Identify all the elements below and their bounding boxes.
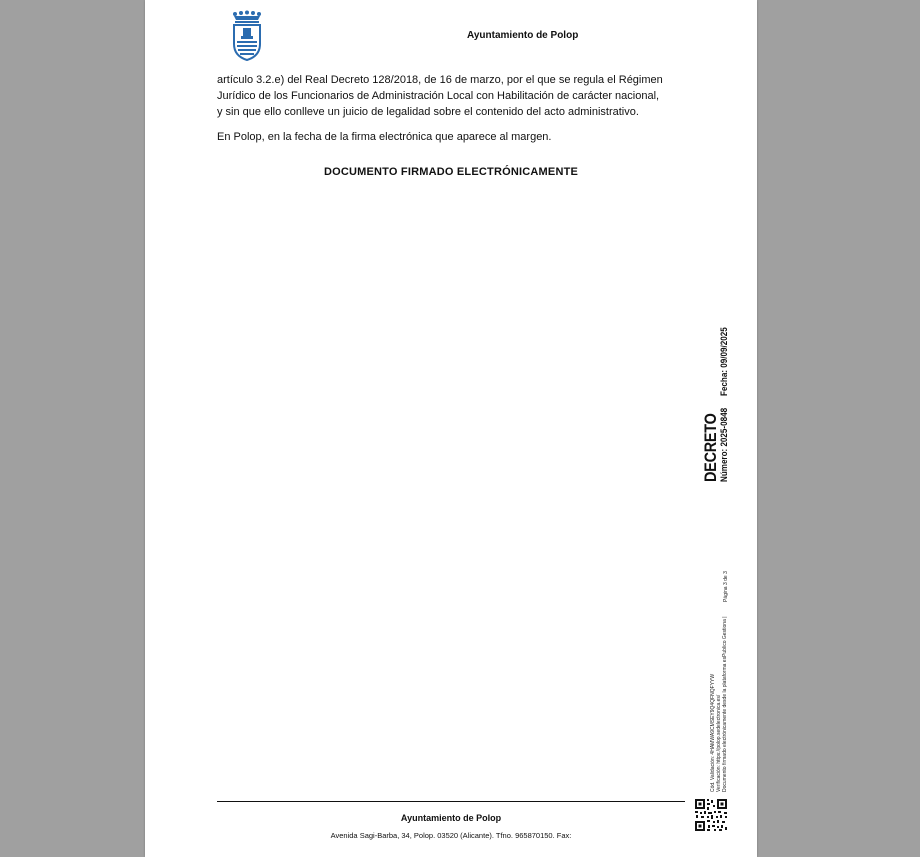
footer-org-name: Ayuntamiento de Polop (400, 813, 502, 823)
body-line: artículo 3.2.e) del Real Decreto 128/2018, de 16 de marzo, por el que se regula el Régimen (217, 74, 663, 86)
verification-url[interactable]: Verificación: https://polop.sedelectronica.es/ (716, 694, 722, 792)
doc-number-date (719, 327, 730, 482)
place-date-text: En Polop, en la fecha de la firma electrónica que aparece al margen. (217, 131, 552, 143)
validation-code: Cód. Validación: 4HAMWA9CMSEY9Q4QFNQFYYW (710, 673, 716, 792)
doc-date: Fecha: 09/09/2025 (719, 327, 730, 396)
platform-note: Documento firmado electrónicamente desde la plataforma esPublico Gestiona | (722, 616, 728, 792)
document-page (145, 0, 757, 857)
header-org-name: Ayuntamiento de Polop (467, 30, 579, 41)
doc-number: Número: 2025-0848 (719, 407, 730, 482)
page-indicator: Página 3 de 3 (723, 571, 729, 602)
signed-notice: DOCUMENTO FIRMADO ELECTRÓNICAMENTE (323, 166, 579, 178)
footer-address: Avenida Sagi-Barba, 34, Polop. 03520 (Alicante). Tfno. 965870150. Fax: (330, 831, 572, 840)
body-line: y sin que ello conlleve un juicio de legalidad sobre el contenido del acto administrativo. (217, 106, 639, 118)
body-line: Jurídico de los Funcionarios de Administración Local con Habilitación de carácter nacional, (217, 90, 660, 102)
footer-divider (217, 801, 685, 802)
body-paragraph (217, 72, 685, 120)
doc-type-label (701, 401, 721, 482)
coat-of-arms-icon (229, 10, 265, 62)
doc-type-text: DECRETO (701, 413, 720, 482)
